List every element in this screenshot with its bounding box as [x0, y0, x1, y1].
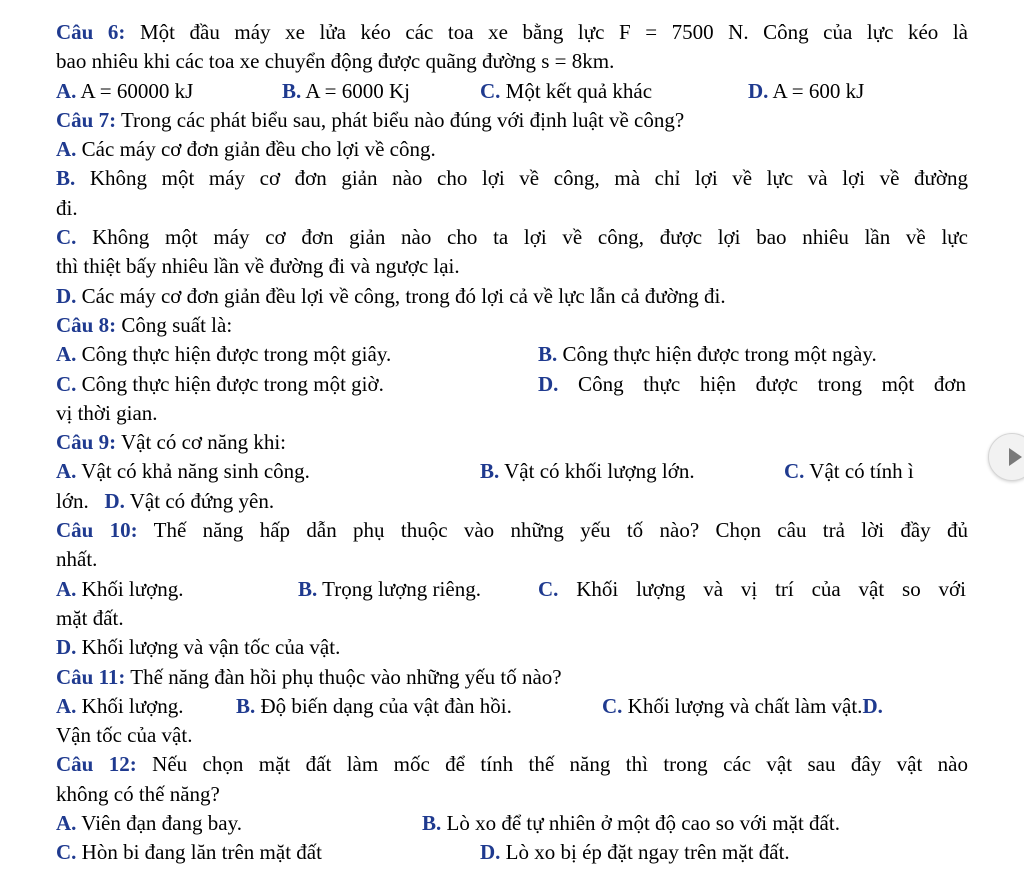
question-9-stem: Câu 9: Vật có cơ năng khi:	[56, 430, 287, 455]
option-6b: B. A = 6000 Kj	[282, 78, 410, 103]
question-7-stem: Câu 7: Trong các phát biểu sau, phát biểu nào đúng với định luật về công?	[56, 107, 685, 132]
question-12-options-row-1	[56, 809, 968, 838]
option-10d: D. Khối lượng và vận tốc của vật.	[56, 635, 341, 660]
option-7b-line-1: B. Không một máy cơ đơn giản nào cho lợi về công, mà chỉ lợi về lực và lợi về đường	[56, 166, 968, 191]
option-7d: D. Các máy cơ đơn giản đều lợi về công, trong đó lợi cả về lực lẫn cả đường đi.	[56, 283, 726, 308]
option-12b: B. Lò xo để tự nhiên ở một độ cao so với mặt đất.	[422, 811, 840, 836]
question-11-stem: Câu 11: Thế năng đàn hồi phụ thuộc vào những yếu tố nào?	[56, 664, 562, 689]
option-10c: C. Khối lượng và vị trí của vật so với	[538, 576, 966, 601]
option-6d: D. A = 600 kJ	[748, 78, 865, 103]
option-9d: D. Vật có đứng yên.	[104, 488, 275, 513]
option-9a: A. Vật có khả năng sinh công.	[56, 459, 310, 484]
option-8d: D. Công thực hiện được trong một đơn	[538, 371, 966, 396]
option-6a: A. A = 60000 kJ	[56, 78, 194, 103]
option-12a: A. Viên đạn đang bay.	[56, 811, 242, 836]
option-9c: C. Vật có tính ì	[784, 459, 914, 484]
option-10b: B. Trọng lượng riêng.	[298, 576, 481, 601]
question-9-options-row-2: lớn. D. Vật có đứng yên.	[56, 488, 275, 513]
option-8a: A. Công thực hiện được trong một giây.	[56, 342, 392, 367]
option-11a: A. Khối lượng.	[56, 693, 184, 718]
question-9-options-row-1	[56, 457, 968, 486]
question-6-line-2: bao nhiêu khi các toa xe chuyển động được quãng đường s = 8km.	[56, 49, 615, 74]
option-8c: C. Công thực hiện được trong một giờ.	[56, 371, 384, 396]
option-7a: A. Các máy cơ đơn giản đều cho lợi về công.	[56, 137, 436, 162]
option-8d-line-2: vị thời gian.	[56, 400, 158, 425]
option-9b: B. Vật có khối lượng lớn.	[480, 459, 695, 484]
question-6-options	[56, 77, 968, 106]
play-icon[interactable]	[988, 433, 1024, 481]
question-10-line-2: nhất.	[56, 547, 98, 572]
option-10c-line-2: mặt đất.	[56, 605, 124, 630]
question-12-line-1: Câu 12: Nếu chọn mặt đất làm mốc để tính thế năng thì trong các vật sau đây vật nào	[56, 752, 969, 777]
question-8-options-row-1	[56, 340, 968, 369]
question-11-options-row-1	[56, 692, 968, 721]
question-12-line-2: không có thế năng?	[56, 781, 220, 806]
question-8-options-row-2	[56, 370, 968, 399]
option-7c-line-2: thì thiệt bấy nhiêu lần về đường đi và ngược lại.	[56, 254, 460, 279]
question-12-options-row-2	[56, 838, 968, 867]
question-10-line-1: Câu 10: Thế năng hấp dẫn phụ thuộc vào những yếu tố nào? Chọn câu trả lời đầy đủ	[56, 518, 968, 543]
question-10-options-row-1	[56, 575, 968, 604]
option-11b: B. Độ biến dạng của vật đàn hồi.	[236, 693, 512, 718]
question-8-stem: Câu 8: Công suất là:	[56, 312, 233, 337]
option-12d: D. Lò xo bị ép đặt ngay trên mặt đất.	[480, 840, 790, 865]
option-11c: C. Khối lượng và chất làm vật.D.	[602, 693, 883, 718]
option-10a: A. Khối lượng.	[56, 576, 184, 601]
document	[56, 18, 968, 868]
question-6-line-1: Câu 6: Một đầu máy xe lửa kéo các toa xe bằng lực F = 7500 N. Công của lực kéo là	[56, 20, 968, 44]
option-7c-line-1: C. Không một máy cơ đơn giản nào cho ta lợi về công, được lợi bao nhiêu lần về lực	[56, 225, 968, 250]
option-7b-line-2: đi.	[56, 195, 78, 220]
option-8b: B. Công thực hiện được trong một ngày.	[538, 342, 877, 367]
option-11d: Vận tốc của vật.	[56, 723, 193, 748]
option-6c: C. Một kết quả khác	[480, 78, 653, 103]
option-12c: C. Hòn bi đang lăn trên mặt đất	[56, 840, 322, 865]
